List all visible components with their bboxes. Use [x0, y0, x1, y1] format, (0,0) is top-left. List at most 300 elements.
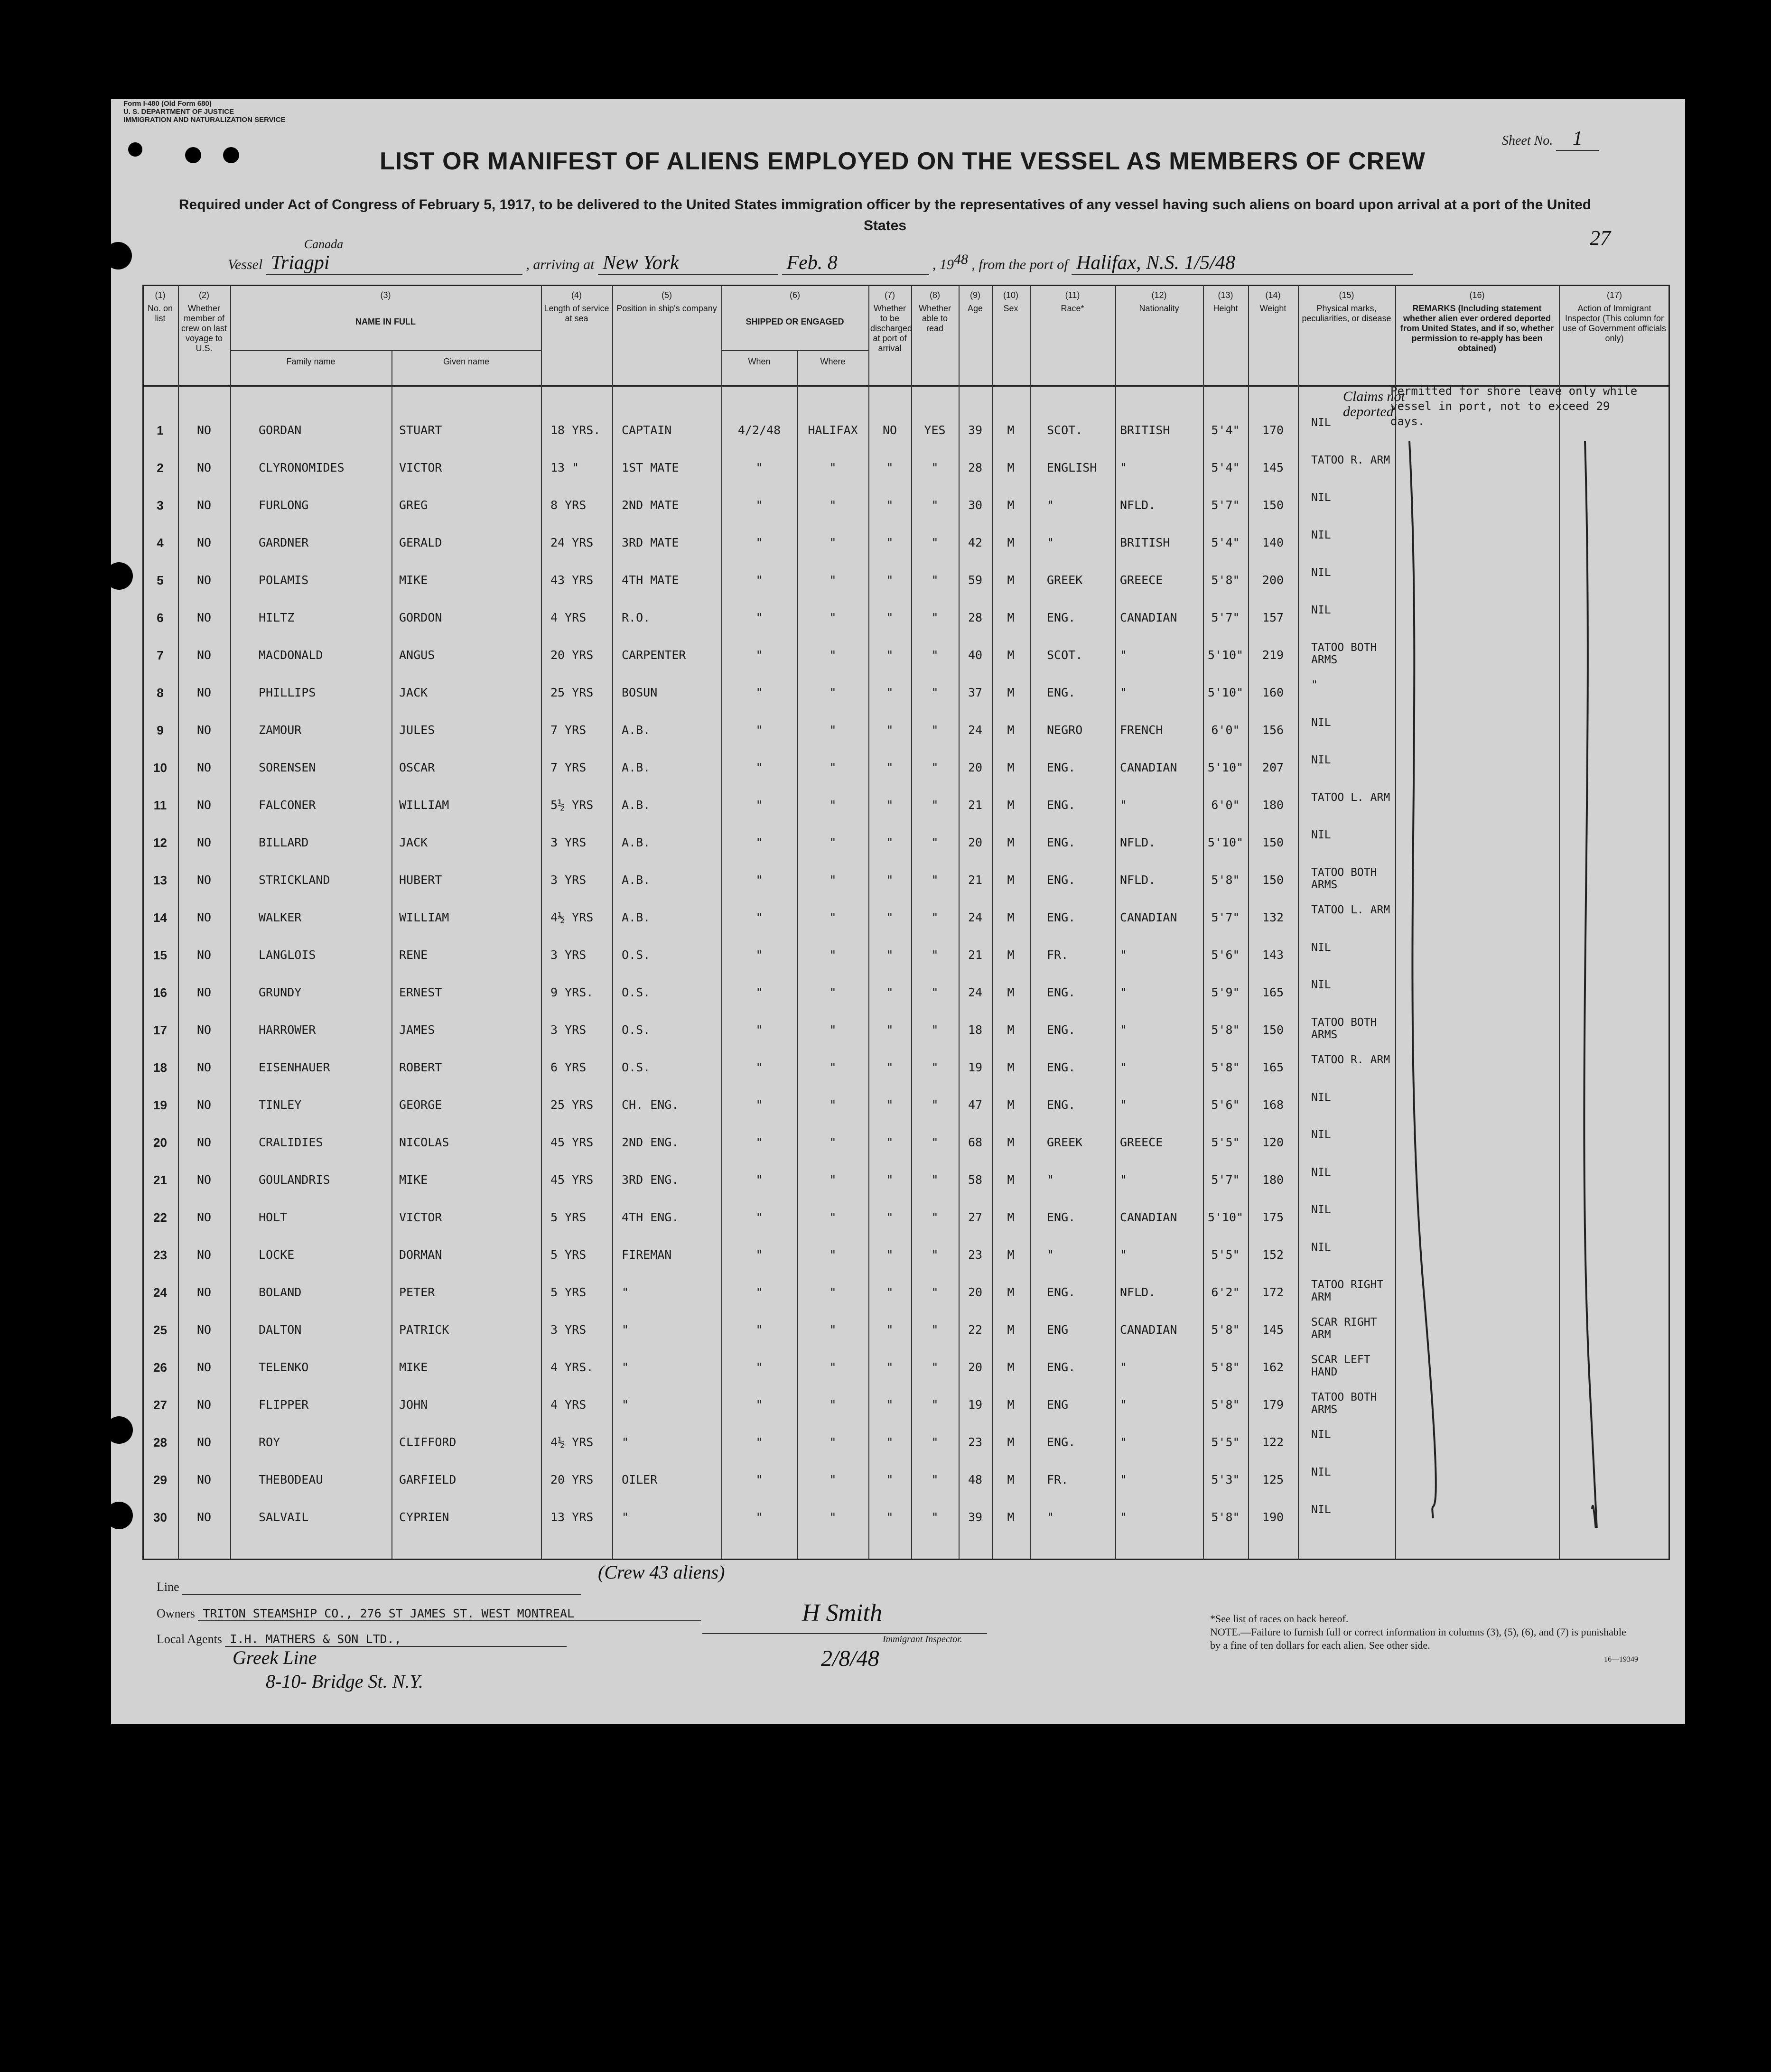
- cell-age: 22: [968, 1323, 983, 1337]
- cell-sex: M: [1007, 723, 1015, 737]
- cell-when: ": [755, 798, 763, 812]
- column-header: Age: [967, 304, 983, 313]
- cell-service: 20 YRS: [550, 648, 594, 662]
- page-title: LIST OR MANIFEST OF ALIENS EMPLOYED ON THE VESSEL AS MEMBERS OF CREW: [380, 148, 1426, 175]
- cell-weight: 207: [1262, 761, 1284, 774]
- year-prefix: , 19: [932, 257, 954, 272]
- cell-read: ": [931, 1360, 939, 1374]
- cell-weight: 168: [1262, 1098, 1284, 1112]
- arriving-port: New York: [598, 251, 778, 275]
- column-number: (4): [571, 290, 582, 300]
- cell-disch: ": [886, 1285, 894, 1299]
- cell-height: 5'9": [1211, 985, 1240, 999]
- cell-when: ": [755, 1098, 763, 1112]
- cell-race: ENG.: [1047, 1210, 1076, 1224]
- cell-last: NO: [196, 1173, 212, 1187]
- cell-service: 5½ YRS: [550, 798, 594, 812]
- cell-family: SORENSEN: [259, 761, 316, 774]
- cell-last: NO: [196, 1360, 212, 1374]
- cell-nat: NFLD.: [1120, 873, 1156, 887]
- cell-sex: M: [1007, 1098, 1015, 1112]
- cell-marks: NIL: [1311, 754, 1331, 766]
- cell-nat: ": [1120, 1060, 1128, 1074]
- cell-age: 19: [968, 1398, 983, 1412]
- cell-last: NO: [196, 985, 212, 999]
- cell-disch: ": [886, 911, 894, 924]
- cell-no: 1: [157, 423, 164, 437]
- cell-where: ": [829, 1285, 837, 1299]
- cell-no: 24: [153, 1285, 167, 1300]
- subheader-when: When: [748, 357, 771, 366]
- cell-position: CARPENTER: [622, 648, 686, 662]
- cell-nat: CANADIAN: [1120, 1210, 1177, 1224]
- cell-no: 30: [153, 1510, 167, 1524]
- cell-service: 18 YRS.: [550, 423, 601, 437]
- cell-no: 17: [153, 1023, 167, 1037]
- cell-service: 8 YRS: [550, 498, 587, 512]
- cell-disch: ": [886, 1435, 894, 1449]
- cell-last: NO: [196, 948, 212, 962]
- owners-value: TRITON STEAMSHIP CO., 276 ST JAMES ST. WEST MONTREAL: [198, 1607, 701, 1621]
- cell-nat: ": [1120, 1510, 1128, 1524]
- remarks-ditto-lines: [1395, 437, 1623, 1528]
- cell-nat: ": [1120, 461, 1128, 474]
- cell-no: 13: [153, 873, 167, 887]
- cell-where: ": [829, 1023, 837, 1037]
- cell-service: 5 YRS: [550, 1210, 587, 1224]
- cell-where: ": [829, 461, 837, 474]
- cell-read: ": [931, 573, 939, 587]
- punch-hole: [105, 1502, 133, 1529]
- cell-when: 4/2/48: [737, 423, 781, 437]
- cell-weight: 170: [1262, 423, 1284, 437]
- cell-marks: NIL: [1311, 1091, 1331, 1104]
- column-header: Whether member of crew on last voyage to U.S.: [181, 304, 227, 353]
- cell-sex: M: [1007, 1510, 1015, 1524]
- cell-given: JACK: [399, 836, 428, 849]
- cell-read: ": [931, 798, 939, 812]
- cell-where: ": [829, 798, 837, 812]
- cell-read: ": [931, 985, 939, 999]
- cell-age: 19: [968, 1060, 983, 1074]
- column-number: (17): [1606, 290, 1622, 300]
- cell-marks: ": [1311, 679, 1318, 691]
- header-sub-rule: [721, 350, 868, 351]
- cell-no: 19: [153, 1098, 167, 1112]
- cell-family: FALCONER: [259, 798, 316, 812]
- column-number: (8): [930, 290, 940, 300]
- cell-last: NO: [196, 836, 212, 849]
- cell-nat: ": [1120, 1398, 1128, 1412]
- cell-weight: 180: [1262, 798, 1284, 812]
- cell-read: ": [931, 1435, 939, 1449]
- agents-handwritten-1: Greek Line: [233, 1647, 317, 1668]
- cell-no: 23: [153, 1248, 167, 1262]
- cell-service: 6 YRS: [550, 1060, 587, 1074]
- cell-marks: NIL: [1311, 604, 1331, 616]
- cell-nat: GREECE: [1120, 573, 1163, 587]
- cell-sex: M: [1007, 648, 1015, 662]
- cell-given: PATRICK: [399, 1323, 449, 1337]
- cell-sex: M: [1007, 1023, 1015, 1037]
- cell-when: ": [755, 1435, 763, 1449]
- from-port: Halifax, N.S. 1/5/48: [1072, 251, 1413, 275]
- cell-sex: M: [1007, 611, 1015, 624]
- cell-family: MACDONALD: [259, 648, 323, 662]
- cell-last: NO: [196, 723, 212, 737]
- cell-position: A.B.: [622, 761, 651, 774]
- punch-hole: [105, 562, 133, 590]
- cell-nat: BRITISH: [1120, 423, 1170, 437]
- cell-weight: 190: [1262, 1510, 1284, 1524]
- penalty-note: NOTE.—Failure to furnish full or correct information in columns (3), (5), (6), and (7) is punishable by a fine of ten dollars for each alien. See other side.: [1210, 1626, 1626, 1651]
- column-separator: [541, 285, 542, 1560]
- column-number: (13): [1218, 290, 1233, 300]
- cell-family: ROY: [259, 1435, 280, 1449]
- column-separator: [612, 285, 613, 1560]
- cell-height: 5'4": [1211, 536, 1240, 549]
- cell-family: EISENHAUER: [259, 1060, 330, 1074]
- vessel-name-field: [266, 237, 522, 275]
- line-label: Line: [157, 1580, 179, 1594]
- cell-nat: ": [1120, 686, 1128, 699]
- cell-no: 29: [153, 1473, 167, 1487]
- cell-where: ": [829, 648, 837, 662]
- vessel-label: Vessel: [228, 257, 263, 272]
- cell-given: CLIFFORD: [399, 1435, 457, 1449]
- cell-family: HOLT: [259, 1210, 288, 1224]
- column-number: (6): [790, 290, 800, 300]
- cell-height: 5'10": [1207, 686, 1244, 699]
- column-number: (12): [1151, 290, 1167, 300]
- cell-height: 5'10": [1207, 1210, 1244, 1224]
- cell-service: 4½ YRS: [550, 1435, 594, 1449]
- department: U. S. DEPARTMENT OF JUSTICE: [123, 108, 234, 116]
- cell-last: NO: [196, 873, 212, 887]
- remark-typed: Permitted for shore leave only while vessel in port, not to exceed 29 days.: [1390, 384, 1638, 428]
- cell-race: ": [1047, 1510, 1054, 1524]
- cell-given: OSCAR: [399, 761, 435, 774]
- column-header: Nationality: [1139, 304, 1179, 313]
- cell-position: OILER: [622, 1473, 658, 1487]
- cell-no: 5: [157, 573, 164, 587]
- cell-position: 3RD MATE: [622, 536, 679, 549]
- cell-when: ": [755, 1323, 763, 1337]
- cell-marks: NIL: [1311, 1129, 1331, 1141]
- cell-position: R.O.: [622, 611, 651, 624]
- cell-read: ": [931, 1285, 939, 1299]
- cell-last: NO: [196, 1398, 212, 1412]
- cell-where: ": [829, 536, 837, 549]
- column-separator: [1030, 285, 1031, 1560]
- agents-handwritten-2: 8-10- Bridge St. N.Y.: [266, 1671, 423, 1692]
- cell-marks: NIL: [1311, 941, 1331, 954]
- cell-weight: 162: [1262, 1360, 1284, 1374]
- column-header: Position in ship's company: [616, 304, 717, 313]
- cell-race: ENG.: [1047, 1360, 1076, 1374]
- cell-no: 11: [153, 798, 167, 812]
- cell-marks: TATOO R. ARM: [1311, 1054, 1390, 1066]
- cell-where: ": [829, 686, 837, 699]
- inspector-signature: H Smith: [802, 1599, 882, 1626]
- cell-height: 5'8": [1211, 1398, 1240, 1412]
- cell-height: 5'8": [1211, 1323, 1240, 1337]
- cell-height: 5'5": [1211, 1248, 1240, 1262]
- cell-race: ENG.: [1047, 1285, 1076, 1299]
- column-header: Height: [1213, 304, 1238, 313]
- cell-age: 20: [968, 836, 983, 849]
- cell-service: 3 YRS: [550, 873, 587, 887]
- cell-marks: TATOO BOTH ARMS: [1311, 641, 1377, 666]
- cell-read: ": [931, 761, 939, 774]
- cell-nat: ": [1120, 948, 1128, 962]
- cell-family: FURLONG: [259, 498, 309, 512]
- cell-family: PHILLIPS: [259, 686, 316, 699]
- cell-nat: ": [1120, 985, 1128, 999]
- footer-line: [157, 1580, 581, 1595]
- cell-no: 28: [153, 1435, 167, 1449]
- cell-nat: NFLD.: [1120, 498, 1156, 512]
- cell-height: 6'0": [1211, 798, 1240, 812]
- column-number: (15): [1339, 290, 1354, 300]
- cell-nat: CANADIAN: [1120, 1323, 1177, 1337]
- cell-service: 4½ YRS: [550, 911, 594, 924]
- cell-disch: ": [886, 648, 894, 662]
- cell-when: ": [755, 1135, 763, 1149]
- cell-read: ": [931, 1210, 939, 1224]
- cell-last: NO: [196, 1323, 212, 1337]
- cell-service: 45 YRS: [550, 1135, 594, 1149]
- cell-weight: 145: [1262, 461, 1284, 474]
- arriving-label: , arriving at: [526, 257, 595, 272]
- column-separator: [230, 285, 231, 1560]
- cell-where: ": [829, 1210, 837, 1224]
- cell-race: ENG.: [1047, 761, 1076, 774]
- cell-disch: ": [886, 836, 894, 849]
- cell-given: ERNEST: [399, 985, 442, 999]
- cell-race: FR.: [1047, 1473, 1069, 1487]
- cell-read: ": [931, 836, 939, 849]
- cell-race: ENG.: [1047, 611, 1076, 624]
- cell-sex: M: [1007, 423, 1015, 437]
- cell-read: ": [931, 1135, 939, 1149]
- cell-last: NO: [196, 1023, 212, 1037]
- agents-value: I.H. MATHERS & SON LTD.,: [225, 1632, 567, 1647]
- column-separator: [391, 351, 392, 1560]
- cell-when: ": [755, 1285, 763, 1299]
- cell-nat: ": [1120, 1098, 1128, 1112]
- cell-sex: M: [1007, 686, 1015, 699]
- cell-given: CYPRIEN: [399, 1510, 449, 1524]
- cell-disch: ": [886, 498, 894, 512]
- cell-where: ": [829, 873, 837, 887]
- cell-age: 20: [968, 761, 983, 774]
- cell-weight: 175: [1262, 1210, 1284, 1224]
- agents-label: Local Agents: [157, 1632, 222, 1646]
- cell-disch: ": [886, 761, 894, 774]
- cell-where: ": [829, 1098, 837, 1112]
- cell-age: 48: [968, 1473, 983, 1487]
- cell-sex: M: [1007, 461, 1015, 474]
- cell-disch: ": [886, 798, 894, 812]
- cell-marks: NIL: [1311, 1504, 1331, 1516]
- cell-where: ": [829, 1360, 837, 1374]
- form-id: Form I-480 (Old Form 680): [123, 100, 212, 108]
- cell-disch: ": [886, 985, 894, 999]
- cell-given: GARFIELD: [399, 1473, 457, 1487]
- cell-age: 24: [968, 723, 983, 737]
- column-header: Action of Immigrant Inspector (This column for use of Government officials only): [1563, 304, 1666, 343]
- cell-age: 59: [968, 573, 983, 587]
- cell-where: ": [829, 948, 837, 962]
- cell-given: MIKE: [399, 573, 428, 587]
- cell-sex: M: [1007, 1435, 1015, 1449]
- cell-when: ": [755, 611, 763, 624]
- punch-hole: [223, 147, 239, 163]
- cell-nat: FRENCH: [1120, 723, 1163, 737]
- cell-last: NO: [196, 798, 212, 812]
- cell-age: 39: [968, 1510, 983, 1524]
- cell-read: ": [931, 948, 939, 962]
- cell-service: 3 YRS: [550, 1323, 587, 1337]
- column-number: (1): [155, 290, 166, 300]
- cell-sex: M: [1007, 798, 1015, 812]
- column-number: (9): [970, 290, 980, 300]
- cell-race: ": [1047, 498, 1054, 512]
- cell-where: ": [829, 1473, 837, 1487]
- cell-age: 21: [968, 798, 983, 812]
- cell-sex: M: [1007, 1323, 1015, 1337]
- sheet-number: [1502, 127, 1599, 151]
- cell-race: ENG.: [1047, 1060, 1076, 1074]
- cell-family: TINLEY: [259, 1098, 302, 1112]
- cell-marks: NIL: [1311, 1429, 1331, 1441]
- column-header: Physical marks, peculiarities, or disease: [1302, 304, 1391, 323]
- cell-height: 5'8": [1211, 873, 1240, 887]
- cell-service: 5 YRS: [550, 1248, 587, 1262]
- cell-height: 5'10": [1207, 836, 1244, 849]
- column-number: (7): [885, 290, 895, 300]
- column-header: No. on list: [147, 304, 173, 323]
- cell-weight: 143: [1262, 948, 1284, 962]
- cell-weight: 150: [1262, 498, 1284, 512]
- cell-position: BOSUN: [622, 686, 658, 699]
- column-number: (3): [380, 290, 391, 300]
- cell-when: ": [755, 723, 763, 737]
- cell-race: ENG.: [1047, 1435, 1076, 1449]
- column-separator: [1298, 285, 1299, 1560]
- cell-position: CH. ENG.: [622, 1098, 679, 1112]
- cell-weight: 122: [1262, 1435, 1284, 1449]
- cell-given: GEORGE: [399, 1098, 442, 1112]
- cell-disch: ": [886, 1135, 894, 1149]
- cell-height: 5'4": [1211, 423, 1240, 437]
- cell-sex: M: [1007, 536, 1015, 549]
- cell-service: 20 YRS: [550, 1473, 594, 1487]
- cell-service: 13 ": [550, 461, 579, 474]
- cell-nat: GREECE: [1120, 1135, 1163, 1149]
- cell-weight: 180: [1262, 1173, 1284, 1187]
- cell-race: ENG.: [1047, 1098, 1076, 1112]
- cell-disch: NO: [882, 423, 897, 437]
- cell-age: 37: [968, 686, 983, 699]
- cell-marks: SCAR RIGHT ARM: [1311, 1316, 1377, 1341]
- cell-race: FR.: [1047, 948, 1069, 962]
- cell-marks: NIL: [1311, 979, 1331, 991]
- cell-weight: 165: [1262, 985, 1284, 999]
- cell-when: ": [755, 1510, 763, 1524]
- cell-height: 6'0": [1211, 723, 1240, 737]
- cell-when: ": [755, 1023, 763, 1037]
- cell-last: NO: [196, 1285, 212, 1299]
- cell-disch: ": [886, 1248, 894, 1262]
- cell-family: TELENKO: [259, 1360, 309, 1374]
- cell-nat: ": [1120, 1435, 1128, 1449]
- cell-weight: 145: [1262, 1323, 1284, 1337]
- cell-race: GREEK: [1047, 573, 1083, 587]
- cell-sex: M: [1007, 1473, 1015, 1487]
- cell-where: ": [829, 611, 837, 624]
- cell-marks: TATOO RIGHT ARM: [1311, 1279, 1384, 1303]
- cell-no: 4: [157, 536, 164, 550]
- column-number: (11): [1065, 290, 1080, 300]
- cell-where: ": [829, 498, 837, 512]
- cell-sex: M: [1007, 948, 1015, 962]
- cell-when: ": [755, 461, 763, 474]
- cell-disch: ": [886, 1023, 894, 1037]
- cell-marks: TATOO L. ARM: [1311, 791, 1390, 804]
- cell-service: 43 YRS: [550, 573, 594, 587]
- sheet-label: Sheet No.: [1502, 133, 1553, 148]
- cell-position: 3RD ENG.: [622, 1173, 679, 1187]
- punch-hole: [128, 142, 142, 157]
- cell-read: YES: [924, 423, 946, 437]
- cell-race: ENG.: [1047, 985, 1076, 999]
- cell-nat: NFLD.: [1120, 836, 1156, 849]
- voyage-line: [228, 237, 1413, 275]
- cell-position: 4TH ENG.: [622, 1210, 679, 1224]
- cell-where: ": [829, 761, 837, 774]
- cell-position: O.S.: [622, 948, 651, 962]
- sheet-no-value: 1: [1556, 127, 1599, 151]
- cell-height: 5'7": [1211, 1173, 1240, 1187]
- cell-height: 5'8": [1211, 573, 1240, 587]
- cell-last: NO: [196, 1060, 212, 1074]
- cell-read: ": [931, 536, 939, 549]
- cell-nat: CANADIAN: [1120, 761, 1177, 774]
- inspector-date: 2/8/48: [821, 1646, 879, 1671]
- cell-service: 3 YRS: [550, 1023, 587, 1037]
- cell-weight: 179: [1262, 1398, 1284, 1412]
- cell-no: 6: [157, 611, 164, 625]
- footer-owners: [157, 1607, 701, 1621]
- cell-weight: 120: [1262, 1135, 1284, 1149]
- arrival-year: 48: [954, 251, 968, 267]
- cell-height: 5'4": [1211, 461, 1240, 474]
- cell-last: NO: [196, 536, 212, 549]
- cell-height: 5'8": [1211, 1360, 1240, 1374]
- cell-given: HUBERT: [399, 873, 442, 887]
- cell-last: NO: [196, 498, 212, 512]
- cell-sex: M: [1007, 1210, 1015, 1224]
- cell-weight: 132: [1262, 911, 1284, 924]
- cell-weight: 165: [1262, 1060, 1284, 1074]
- cell-position: ": [622, 1285, 629, 1299]
- cell-given: GREG: [399, 498, 428, 512]
- cell-nat: ": [1120, 648, 1128, 662]
- cell-position: ": [622, 1323, 629, 1337]
- cell-family: GARDNER: [259, 536, 309, 549]
